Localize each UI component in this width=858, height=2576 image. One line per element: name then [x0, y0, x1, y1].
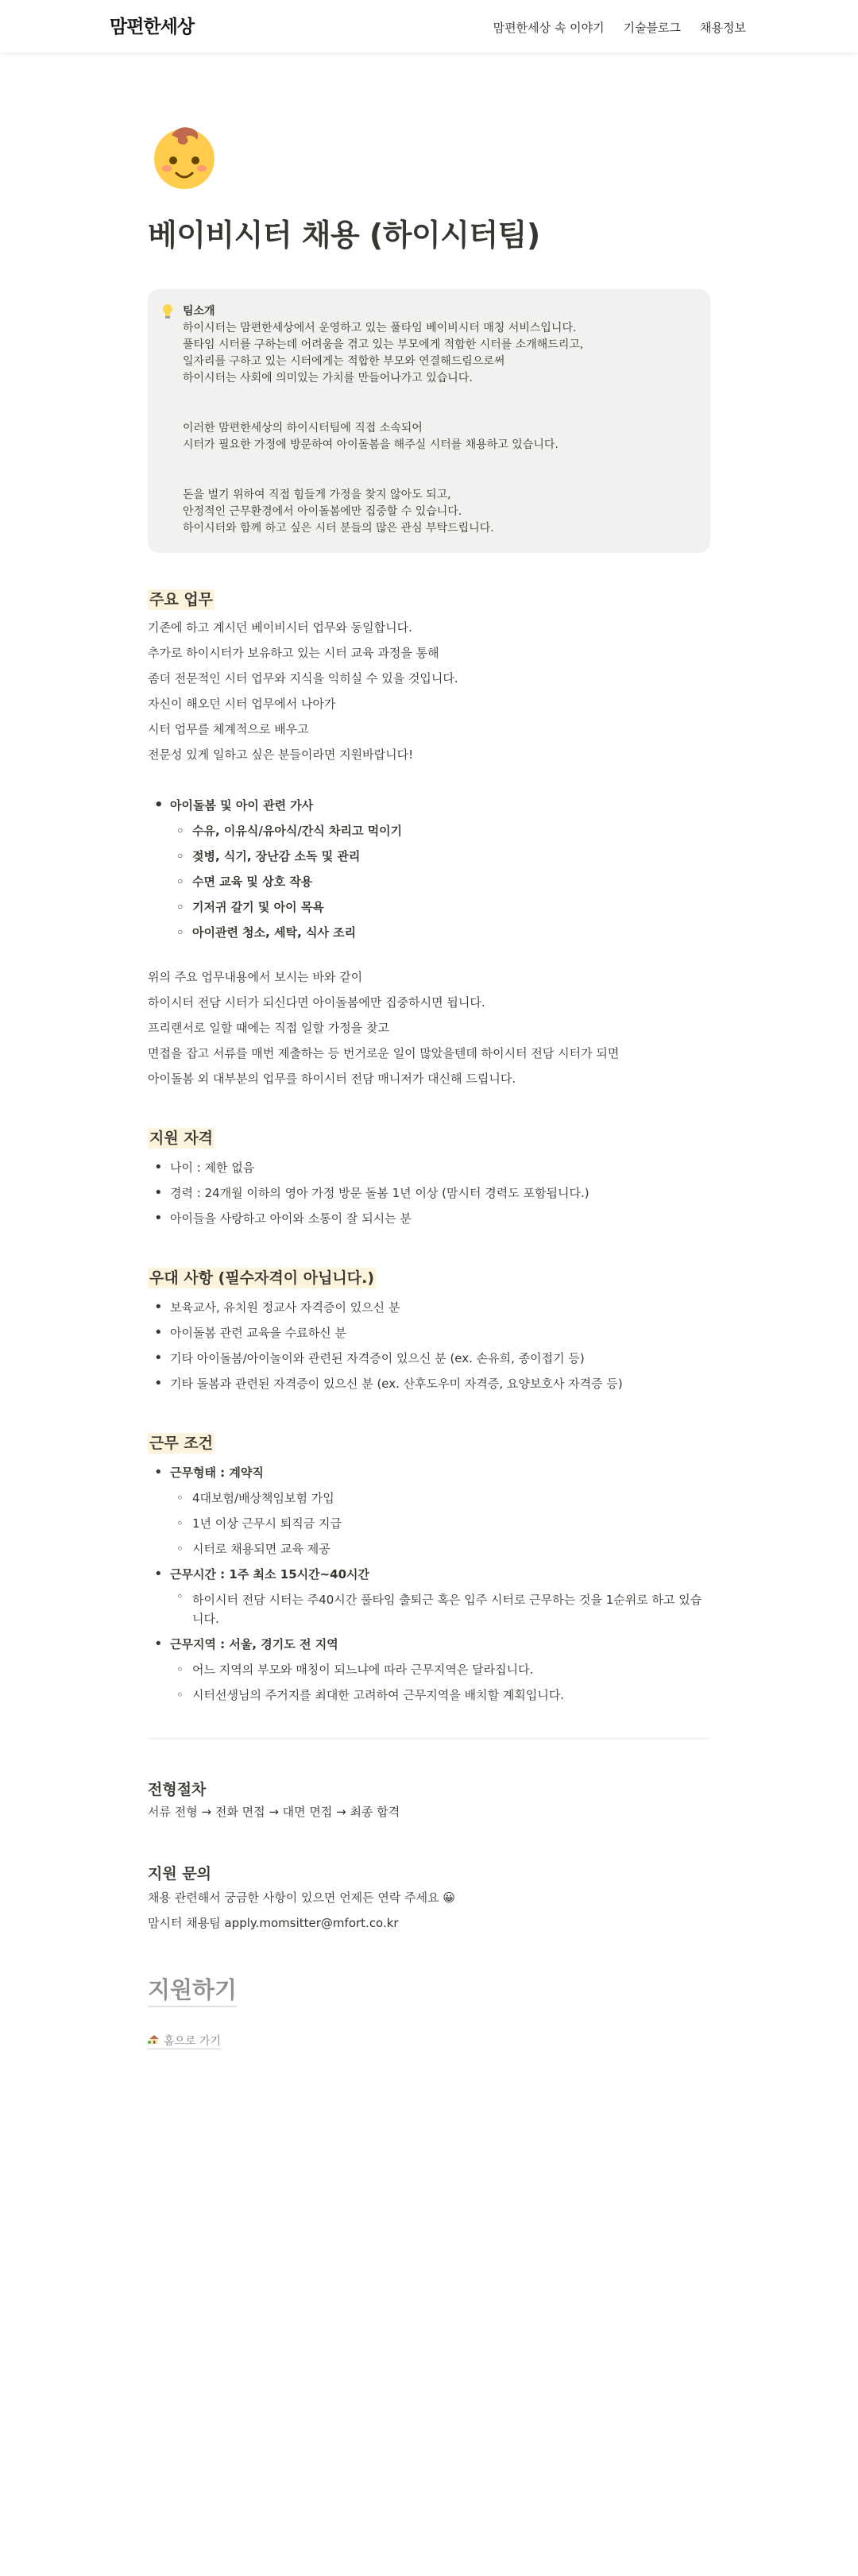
page-title: 베이비시터 채용 (하이시터팀): [148, 218, 540, 253]
light-bulb-icon: [162, 303, 175, 537]
nav-link-careers[interactable]: 채용정보: [700, 21, 746, 35]
top-nav: [493, 19, 746, 36]
callout-text: 시터가 필요한 가정에 방문하여 아이돌봄을 해주실 시터를 채용하고 있습니다.: [183, 438, 558, 451]
list-item: • 근무형태 : 계약직 ◦ 4대보험/배상책임보험 가입 ◦ 1년 이상 근무시 퇴직금 지급 ◦ 시터로 채용되면 교육 제공: [148, 1460, 710, 1562]
site-header: [0, 0, 858, 52]
section-heading: 전형절차: [148, 1781, 207, 1798]
brand-logo[interactable]: 맘편한세상: [110, 17, 195, 37]
sub-list: [170, 1587, 710, 1632]
list-item: • 경력 : 24개월 이하의 영아 가정 방문 돌봄 1년 이상 (맘시터 경력도 포함됩니다.): [148, 1180, 710, 1206]
list-item: ◦ 기저귀 갈기 및 아이 목욕: [170, 894, 710, 920]
divider: [148, 1738, 710, 1739]
paragraph-line: 기존에 하고 계시던 베이비시터 업무와 동일합니다.: [148, 620, 412, 635]
section-heading: 주요 업무: [149, 591, 214, 608]
team-intro-callout: [148, 289, 710, 553]
conditions-section: [148, 1433, 710, 1708]
callout-text: 이러한 맘편한세상의 하이시터팀에 직접 소속되어: [183, 422, 423, 434]
contact-email[interactable]: 맘시터 채용팀 apply.momsitter@mfort.co.kr: [148, 1916, 399, 1930]
paragraph-line: 전문성 있게 일하고 싶은 분들이라면 지원바랍니다!: [148, 747, 414, 762]
list-item: • 아이들을 사랑하고 아이와 소통이 잘 되시는 분: [148, 1206, 710, 1231]
list-item: • 나이 : 제한 없음: [148, 1155, 710, 1180]
nav-link-tech-blog[interactable]: 기술블로그: [623, 21, 682, 35]
section-heading: 지원 자격: [149, 1130, 214, 1147]
page-content: [148, 119, 710, 2049]
callout-text: 안정적인 근무환경에서 아이돌봄에만 집중할 수 있습니다.: [183, 505, 462, 518]
qualifications-list: [148, 1155, 710, 1231]
paragraph-line: 좀더 전문적인 시터 업무와 지식을 익히실 수 있을 것입니다.: [148, 671, 458, 686]
list-item: ◦ 수면 교육 및 상호 작용: [170, 869, 710, 894]
home-link[interactable]: [148, 2033, 221, 2049]
callout-text: 하이시터는 맘편한세상에서 운영하고 있는 풀타임 베이비시터 매칭 서비스입니다.: [183, 322, 577, 334]
conditions-list: [148, 1460, 710, 1708]
section-heading: 지원 문의: [148, 1865, 212, 1883]
callout-text: 풀타임 시터를 구하는데 어려움을 겪고 있는 부모에게 적합한 시터를 소개해드리고,: [183, 338, 584, 351]
contact-text: 채용 관련해서 궁금한 사항이 있으면 언제든 연락 주세요 😀: [148, 1890, 456, 1905]
paragraph-line: 프리랜서로 일할 때에는 직접 일할 가정을 찾고: [148, 1021, 389, 1035]
callout-text: 일자리를 구하고 있는 시터에게는 적합한 부모와 연결해드림으로써: [183, 355, 505, 368]
home-link-label: 홈으로 가기: [164, 2035, 222, 2048]
callout-text: 돈을 벌기 위하여 직접 힘들게 가정을 찾지 않아도 되고,: [183, 489, 451, 501]
paragraph-line: 시터 업무를 체계적으로 배우고: [148, 722, 309, 736]
list-item: ◦ 아이관련 청소, 세탁, 식사 조리: [170, 920, 710, 945]
paragraph-line: 하이시터 전담 시터가 되신다면 아이돌봄에만 집중하시면 됩니다.: [148, 995, 485, 1010]
sub-list: [170, 1485, 710, 1562]
callout-title: 팀소개: [183, 305, 215, 318]
list-item: ◦ 젖병, 식기, 장난감 소독 및 관리: [170, 844, 710, 869]
list-item: • 기타 돌봄과 관련된 자격증이 있으신 분 (ex. 산후도우미 자격증, 요양보호사 자격증 등): [148, 1371, 710, 1396]
sub-list: [170, 818, 710, 945]
callout-text: 하이시터는 사회에 의미있는 가치를 만들어나가고 있습니다.: [183, 372, 473, 384]
duties-list: [148, 793, 710, 945]
paragraph-line: 추가로 하이시터가 보유하고 있는 시터 교육 과정을 통해: [148, 646, 439, 660]
process-text: 서류 전형 → 전화 면접 → 대면 면접 → 최종 합격: [148, 1805, 400, 1819]
process-section: [148, 1778, 710, 1823]
list-item: ◦ 4대보험/배상책임보험 가입: [170, 1485, 710, 1511]
callout-body: [183, 303, 583, 537]
nav-link-story[interactable]: 맘편한세상 속 이야기: [493, 21, 605, 35]
paragraph-line: 위의 주요 업무내용에서 보시는 바와 같이: [148, 970, 363, 984]
preferred-section: [148, 1268, 710, 1396]
list-item: ◦ 어느 지역의 부모와 매칭이 되느냐에 따라 근무지역은 달라집니다.: [170, 1657, 710, 1682]
list-item: ◦ 시터로 채용되면 교육 제공: [170, 1536, 710, 1562]
list-item: • 보육교사, 유치원 정교사 자격증이 있으신 분: [148, 1295, 710, 1320]
list-item: • 기타 아이돌봄/아이놀이와 관련된 자격증이 있으신 분 (ex. 손유희, 종이접기 등): [148, 1346, 710, 1371]
contact-section: [148, 1863, 710, 1936]
duties-intro: [148, 615, 710, 767]
list-item: ◦ 시터선생님의 주거지를 최대한 고려하여 근무지역을 배치할 계획입니다.: [170, 1682, 710, 1708]
list-item: ◦ 하이시터 전담 시터는 주40시간 풀타임 출퇴근 혹은 입주 시터로 근무하는 것을 1순위로 하고 있습니다.: [170, 1587, 710, 1632]
preferred-list: [148, 1295, 710, 1396]
sub-list: [170, 1657, 710, 1708]
callout-text: 하이시터와 함께 하고 싶은 시터 분들의 많은 관심 부탁드립니다.: [183, 522, 494, 535]
duties-section: [148, 589, 710, 1091]
list-item: ◦ 1년 이상 근무시 퇴직금 지급: [170, 1511, 710, 1536]
house-with-garden-icon: [148, 2033, 160, 2048]
duties-outro: [148, 964, 710, 1091]
baby-face-icon: [148, 119, 221, 192]
qualifications-section: [148, 1128, 710, 1231]
apply-link[interactable]: 지원하기: [148, 1972, 237, 2007]
section-heading: 근무 조건: [149, 1435, 214, 1452]
section-heading: 우대 사항 (필수자격이 아닙니다.): [149, 1269, 375, 1287]
list-item: • 아이돌봄 및 아이 관련 가사 ◦ 수유, 이유식/유아식/간식 차리고 먹이기 ◦ 젖병, 식기, 장난감 소독 및 관리 ◦ 수면 교육 및 상호 작용 ◦ 기저귀 갈기 및 아이 목욕 ◦ 아이관련 청소, 세탁, 식사 조리: [148, 793, 710, 945]
paragraph-line: 면접을 잡고 서류를 매번 제출하는 등 번거로운 일이 많았을텐데 하이시터 전담 시터가 되면: [148, 1046, 620, 1060]
list-item: ◦ 수유, 이유식/유아식/간식 차리고 먹이기: [170, 818, 710, 844]
list-item: • 근무지역 : 서울, 경기도 전 지역 ◦ 어느 지역의 부모와 매칭이 되느냐에 따라 근무지역은 달라집니다. ◦ 시터선생님의 주거지를 최대한 고려하여 근무지역을 배치할 계획입니다.: [148, 1632, 710, 1708]
list-item: • 아이돌봄 관련 교육을 수료하신 분: [148, 1320, 710, 1346]
paragraph-line: 자신이 해오던 시터 업무에서 나아가: [148, 697, 336, 711]
list-item: • 근무시간 : 1주 최소 15시간~40시간 ◦ 하이시터 전담 시터는 주40시간 풀타임 출퇴근 혹은 입주 시터로 근무하는 것을 1순위로 하고 있습니다.: [148, 1562, 710, 1632]
paragraph-line: 아이돌봄 외 대부분의 업무를 하이시터 전담 매니저가 대신해 드립니다.: [148, 1072, 516, 1086]
